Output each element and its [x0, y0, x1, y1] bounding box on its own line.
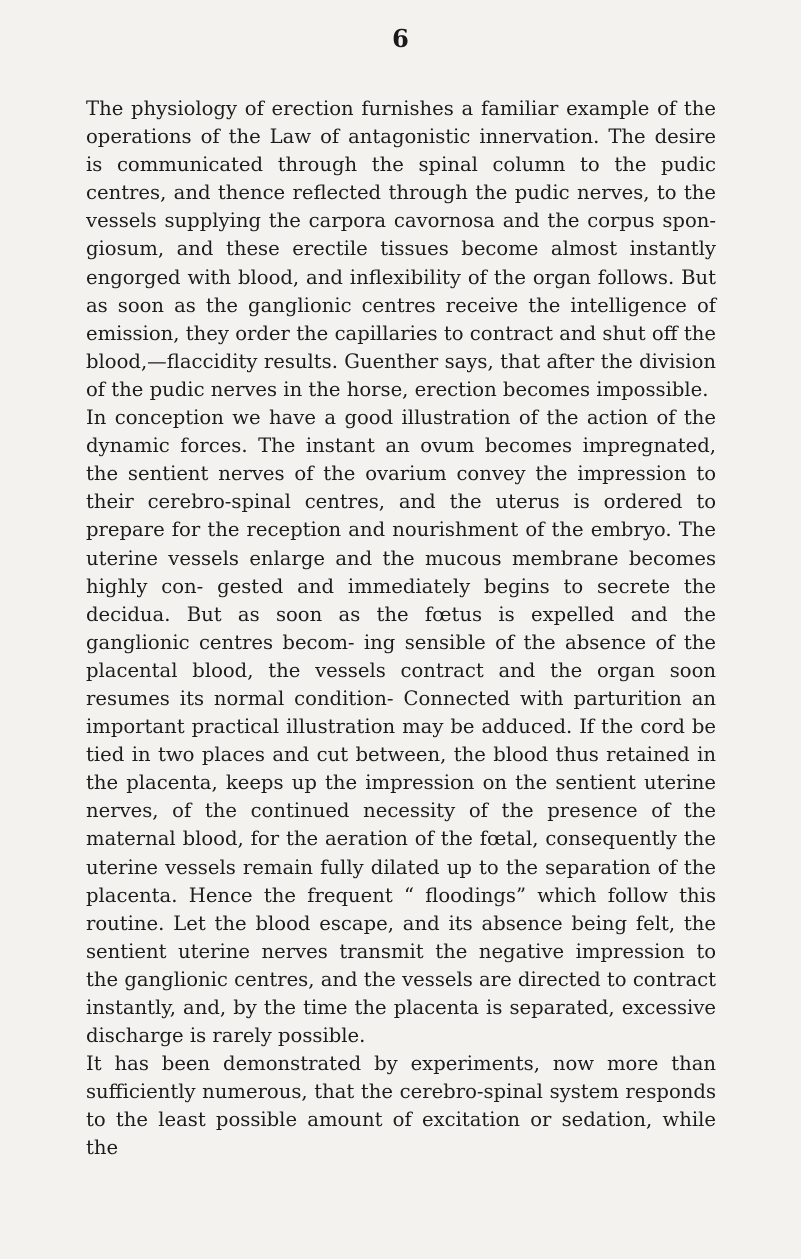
paragraph-conception: In conception we have a good illustration of the action of the dynamic forces. The instant an ovum becomes impregnated, the sentient nerves of the ovarium convey the impression to their cerebro-spinal centres, and the uterus is ordered to prepare for the reception and nourishment of the embryo. The uterine vessels enlarge and the mucous membrane becomes highly con- gested and immediately begins to secrete the decidua. But as soon as the fœtus is expelled and the ganglionic centres becom- ing sensible of the absence of the placental blood, the vessels contract and the organ soon resumes its normal condition- Connected with parturition an important practical illustration may be adduced. If the cord be tied in two places and cut between, the blood thus retained in the placenta, keeps up the impression on the sentient uterine nerves, of the continued necessity of the presence of the maternal blood, for the aeration of the fœtal, consequently the uterine vessels remain fully dilated up to the separation of the placenta. Hence the frequent “ floodings” which follow this routine. Let the blood escape, and its absence being felt, the sentient uterine nerves transmit the negative impression to the ganglionic centres, and the vessels are directed to contract instantly, and, by the time the placenta is separated, excessive discharge is rarely possible. [86, 406, 716, 1048]
paragraph-experiments: It has been demonstrated by experiments, now more than sufficiently numerous, that the cerebro-spinal system responds to the least possible amount of excitation or sedation, while the [86, 1052, 716, 1160]
body-text [86, 95, 716, 1163]
page-number: 6 [392, 24, 409, 53]
paragraph-erection: The physiology of erection furnishes a familiar example of the operations of the Law of antagonistic innervation. The desire is communicated through the spinal column to the pudic centres, and thence reflected through the pudic nerves, to the vessels supplying the carpora cavornosa and the corpus spon- giosum, and these erectile tissues become almost instantly engorged with blood, and inflexibility of the organ follows. But as soon as the ganglionic centres receive the intelligence of emission, they order the capillaries to contract and shut off the blood,—flaccidity results. Guenther says, that after the division of the pudic nerves in the horse, erection becomes impossible. [86, 97, 716, 401]
